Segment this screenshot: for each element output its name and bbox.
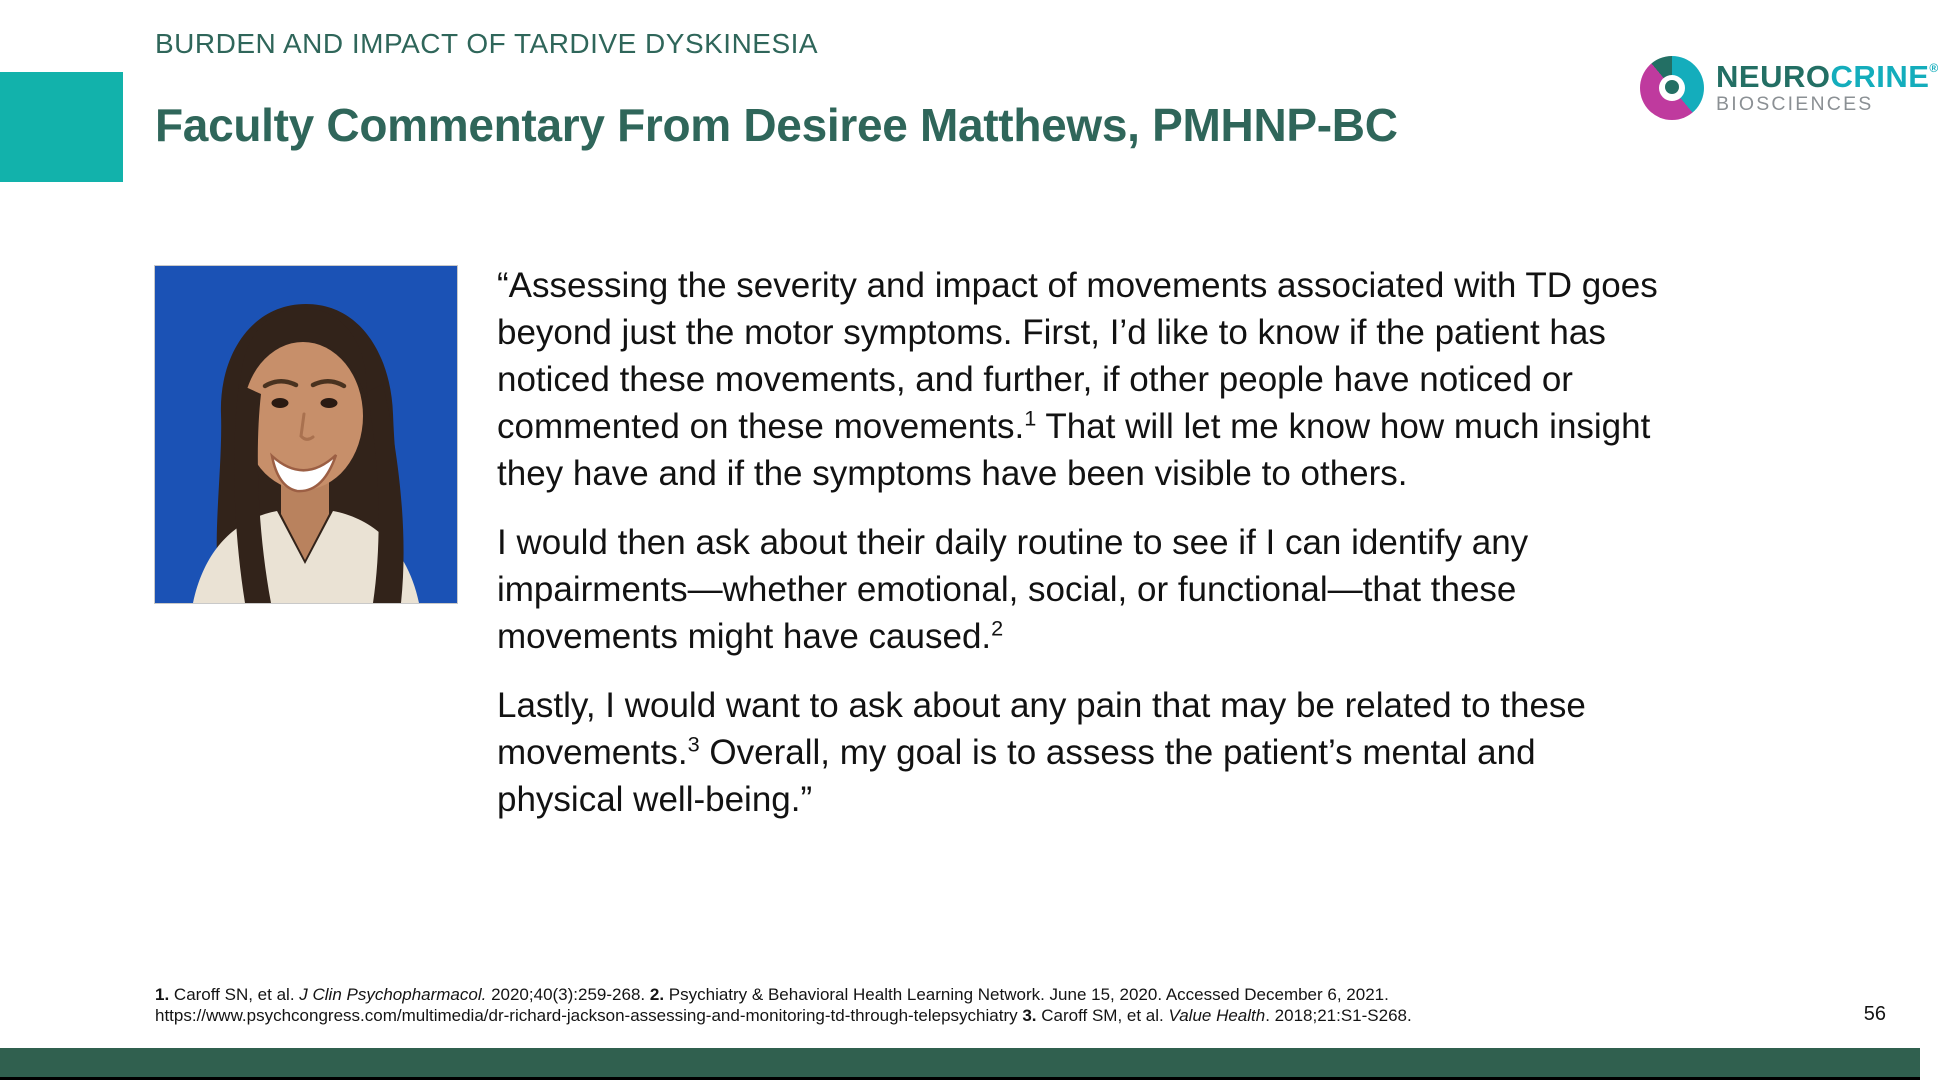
registered-trademark-mark: ® <box>1929 61 1939 76</box>
quote-paragraph: Lastly, I would want to ask about any pain that may be related to these movements.$^3$ Overall, my goal is to assess the patient’s mental and physical well-being.” <box>497 686 1586 819</box>
headshot-illustration <box>155 266 457 603</box>
logo-subtext: BIOSCIENCES <box>1716 93 1874 116</box>
quote-block <box>497 262 1897 845</box>
neurocrine-swirl-icon <box>1640 56 1704 120</box>
page-title: Faculty Commentary From Desiree Matthews, PMHNP-BC <box>155 99 1398 151</box>
footer-bar <box>0 1048 1920 1077</box>
slide-kicker: BURDEN AND IMPACT OF TARDIVE DYSKINESIA <box>155 28 819 59</box>
logo-wordmark-right: CRINE <box>1830 59 1930 95</box>
page-number: 56 <box>1863 1003 1886 1025</box>
quote-paragraph: I would then ask about their daily routine to see if I can identify any impairments—whether emotional, social, or functional—that these movements might have caused.$^2$ <box>497 523 1529 656</box>
logo-wordmark <box>1716 59 1939 95</box>
reference-line: 1. Caroff SN, et al. J Clin Psychopharmacol. 2020;40(3):259-268. 2. Psychiatry & Behavioral Health Learning Network. June 15, 2020. Accessed December 6, 2021. <box>155 985 1389 1004</box>
swirl-inner-core <box>1665 80 1679 94</box>
references <box>155 984 1575 1026</box>
logo-wordmark-left: NEURO <box>1716 59 1831 95</box>
reference-line: https://www.psychcongress.com/multimedia/dr-richard-jackson-assessing-and-monitoring-td-through-telepsychiatry 3. Caroff SM, et al. Value Health. 2018;21:S1-S268. <box>155 1006 1412 1025</box>
logo-text <box>1716 61 1939 115</box>
neurocrine-logo <box>1640 56 1939 120</box>
quote-paragraph: “Assessing the severity and impact of movements associated with TD goes beyond just the motor symptoms. First, I’d like to know if the patient has noticed these movements, and further, if other people have noticed or commented on these movements.$^1$ That will let me know how much insight they have and if the symptoms have been visible to others. <box>497 266 1658 493</box>
accent-square <box>0 72 123 182</box>
faculty-headshot-photo <box>154 265 458 604</box>
